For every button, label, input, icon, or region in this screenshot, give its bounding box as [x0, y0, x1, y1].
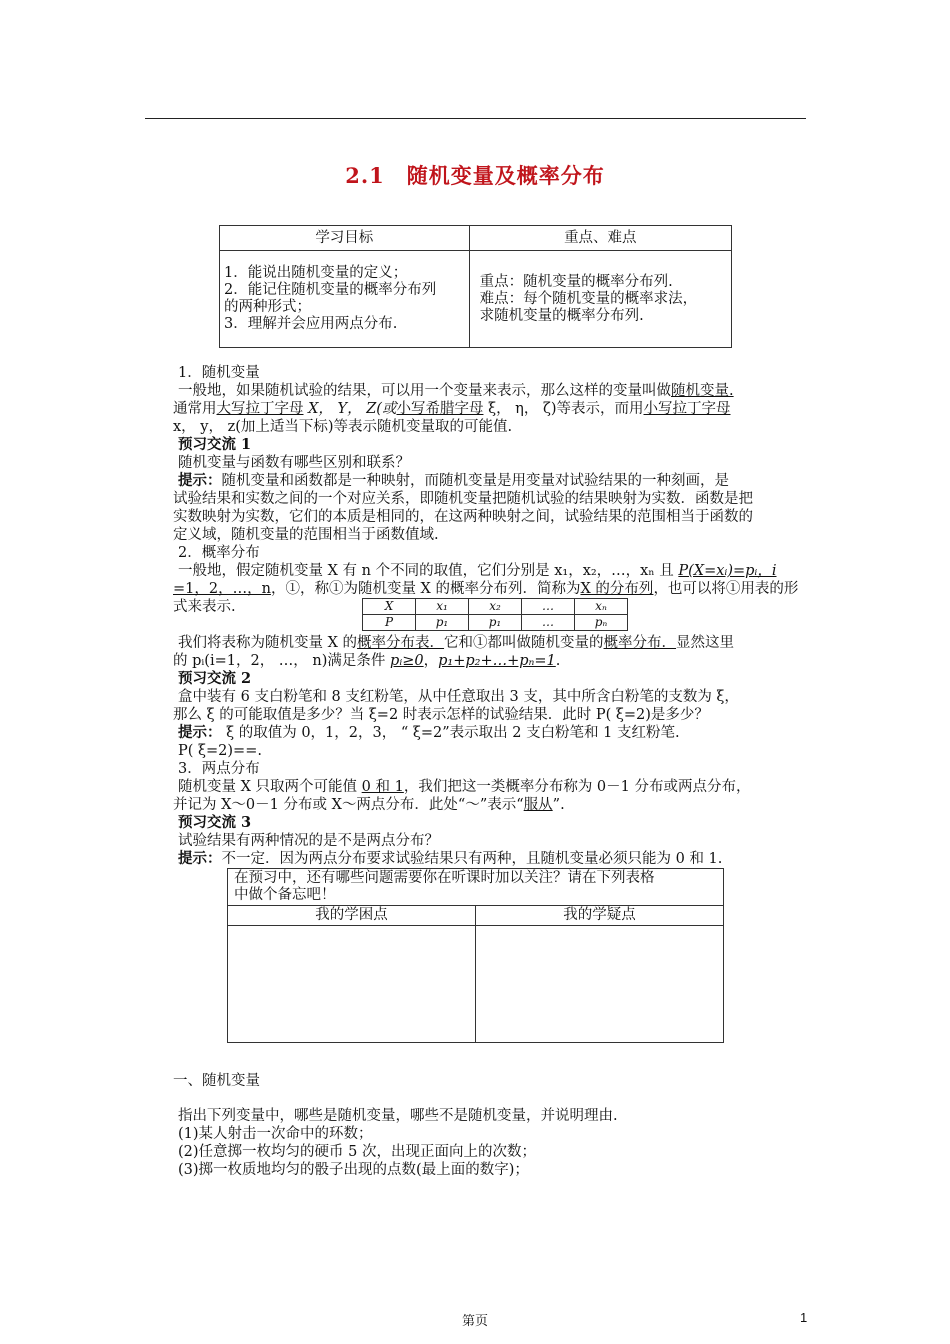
hint-label: 提示： [178, 472, 222, 489]
dist-cell: X [363, 599, 416, 615]
goals-objectives-cell [220, 251, 470, 348]
dist-cell: p₁ [469, 615, 522, 631]
term-zero-one: 0 和 1 [361, 779, 404, 795]
memo-difficulties-area[interactable] [228, 926, 476, 1043]
hint-line: 定义域，随机变量的范围相当于函数值域. [173, 527, 439, 543]
hint-line: 提示：随机变量和函数都是一种映射，而随机变量是用变量对试验结果的一种刻画，是 [178, 472, 729, 489]
formula-line: P( ξ=2)==. [178, 743, 262, 759]
exercise-label: 预习交流 2 [178, 670, 252, 687]
footer-label: 第页 [461, 1314, 488, 1329]
dist-cell: x₂ [469, 599, 522, 615]
memo-table [227, 868, 724, 1043]
dist-cell: P [363, 615, 416, 631]
paragraph-line: 随机变量 X 只取两个可能值 0 和 1，我们把这一类概率分布称为 0－1 分布或两点分布， [178, 779, 751, 795]
memo-col-difficulties: 我的学困点 [228, 906, 476, 926]
page-title [0, 160, 950, 190]
hint-label: 提示： [178, 850, 222, 867]
paragraph-line: 的 pᵢ(i=1，2， …， n)满足条件 pᵢ≥0，p₁+p₂+…+pₙ=1. [173, 653, 561, 669]
dist-cell: x₁ [416, 599, 469, 615]
dist-cell: pₙ [575, 615, 628, 631]
list-item: (1)某人射击一次命中的环数； [178, 1126, 373, 1142]
goals-table [219, 225, 732, 348]
objective-line: 2．能记住随机变量的概率分布列 [224, 282, 437, 298]
objective-line: 3．理解并会应用两点分布. [224, 316, 398, 332]
section-heading: 2．概率分布 [178, 545, 260, 561]
distribution-table [362, 598, 628, 631]
paragraph-line: 我们将表称为随机变量 X 的概率分布表．它和①都叫做随机变量的概率分布．显然这里 [178, 635, 735, 651]
hint-label: 提示： [178, 724, 222, 741]
term-obey: 服从 [523, 797, 553, 813]
paragraph-line: x， y， z(加上适当下标)等表示随机变量取的可能值. [173, 419, 513, 435]
memo-prompt: 在预习中，还有哪些问题需要你在听课时加以关注？请在下列表格 中做个备忘吧！ [228, 869, 724, 906]
goals-header-objectives: 学习目标 [220, 226, 470, 251]
list-item: (2)任意掷一枚均匀的硬币 5 次，出现正面向上的次数； [178, 1144, 536, 1160]
objective-line: 1．能说出随机变量的定义； [224, 265, 408, 281]
term-distribution-list: X 的分布列 [580, 581, 654, 597]
paragraph-line: 指出下列变量中，哪些是随机变量，哪些不是随机变量，并说明理由. [178, 1108, 618, 1124]
exercise-question: 那么 ξ 的可能取值是多少？当 ξ=2 时表示怎样的试验结果．此时 P( ξ=2)是多少？ [173, 707, 709, 723]
part-heading: 一、随机变量 [173, 1073, 260, 1089]
section-heading: 1．随机变量 [178, 365, 260, 381]
term-random-variable: 随机变量. [671, 383, 734, 399]
term-lower-latin: 小写拉丁字母 [643, 401, 731, 417]
keypoint-line: 求随机变量的概率分布列. [479, 307, 644, 324]
title-number: 2.1 [345, 163, 385, 188]
dist-cell: … [522, 615, 575, 631]
exercise-question: 试验结果有两种情况的是不是两点分布？ [178, 833, 439, 849]
goals-header-keypoints: 重点、难点 [469, 226, 731, 251]
hint-line: 提示：不一定．因为两点分布要求试验结果只有两种，且随机变量必须只能为 0 和 1. [178, 850, 723, 867]
objective-line: 的两种形式； [224, 299, 311, 315]
hint-line: 提示： ξ 的取值为 0，1，2，3， “ ξ=2”表示取出 2 支白粉笔和 1 支红粉笔. [178, 724, 680, 741]
header-rule [145, 118, 806, 119]
page-number: 1 [800, 1310, 808, 1325]
paragraph-line: 一般地，如果随机试验的结果，可以用一个变量来表示，那么这样的变量叫做随机变量. [178, 383, 734, 399]
dist-cell: xₙ [575, 599, 628, 615]
term-probability-distribution: 概率分布． [603, 635, 677, 651]
exercise-label: 预习交流 3 [178, 814, 252, 831]
term-greek: 小写希腊字母 [396, 401, 484, 417]
term-upper-latin: 大写拉丁字母 [216, 401, 304, 417]
paragraph-line: 并记为 X～0－1 分布或 X～两点分布．此处“～”表示“服从”. [173, 797, 565, 813]
hint-line: 实数映射为实数，它们的本质是相同的，在这两种映射之间，试验结果的范围相当于函数的 [173, 509, 753, 525]
keypoint-line: 难点：每个随机变量的概率求法， [479, 290, 698, 307]
paragraph-line: 一般地，假定随机变量 X 有 n 个不同的取值，它们分别是 x₁，x₂，…，xₙ 且 P(X=xᵢ)=pᵢ，i [178, 563, 777, 579]
exercise-question: 随机变量与函数有哪些区别和联系？ [178, 455, 410, 471]
goals-keypoints-cell [469, 251, 731, 348]
exercise-label: 预习交流 1 [178, 436, 252, 453]
dist-cell: … [522, 599, 575, 615]
dist-cell: p₁ [416, 615, 469, 631]
title-text: 随机变量及概率分布 [406, 163, 605, 188]
section-heading: 3．两点分布 [178, 761, 260, 777]
memo-col-doubts: 我的学疑点 [476, 906, 724, 926]
list-item: (3)掷一枚质地均匀的骰子出现的点数(最上面的数字)； [178, 1162, 529, 1178]
paragraph-line: =1，2，…，n，①，称①为随机变量 X 的概率分布列．简称为X 的分布列，也可以将①用表的形 [173, 581, 799, 597]
keypoint-line: 重点：随机变量的概率分布列. [479, 273, 673, 290]
paragraph-line: 式来表示. [173, 599, 236, 615]
term-distribution-table: 概率分布表． [357, 635, 445, 651]
formula-pmf: P(X=xᵢ)=pᵢ，i [678, 563, 777, 579]
exercise-question: 盒中装有 6 支白粉笔和 8 支红粉笔，从中任意取出 3 支，其中所含白粉笔的支数为 ξ， [178, 689, 739, 705]
hint-line: 试验结果和实数之间的一个对应关系，即随机变量把随机试验的结果映射为实数．函数是把 [173, 491, 753, 507]
memo-doubts-area[interactable] [476, 926, 724, 1043]
paragraph-line: 通常用大写拉丁字母 X， Y， Z(或小写希腊字母 ξ， η， ζ)等表示，而用小写拉丁字母 [173, 401, 731, 417]
